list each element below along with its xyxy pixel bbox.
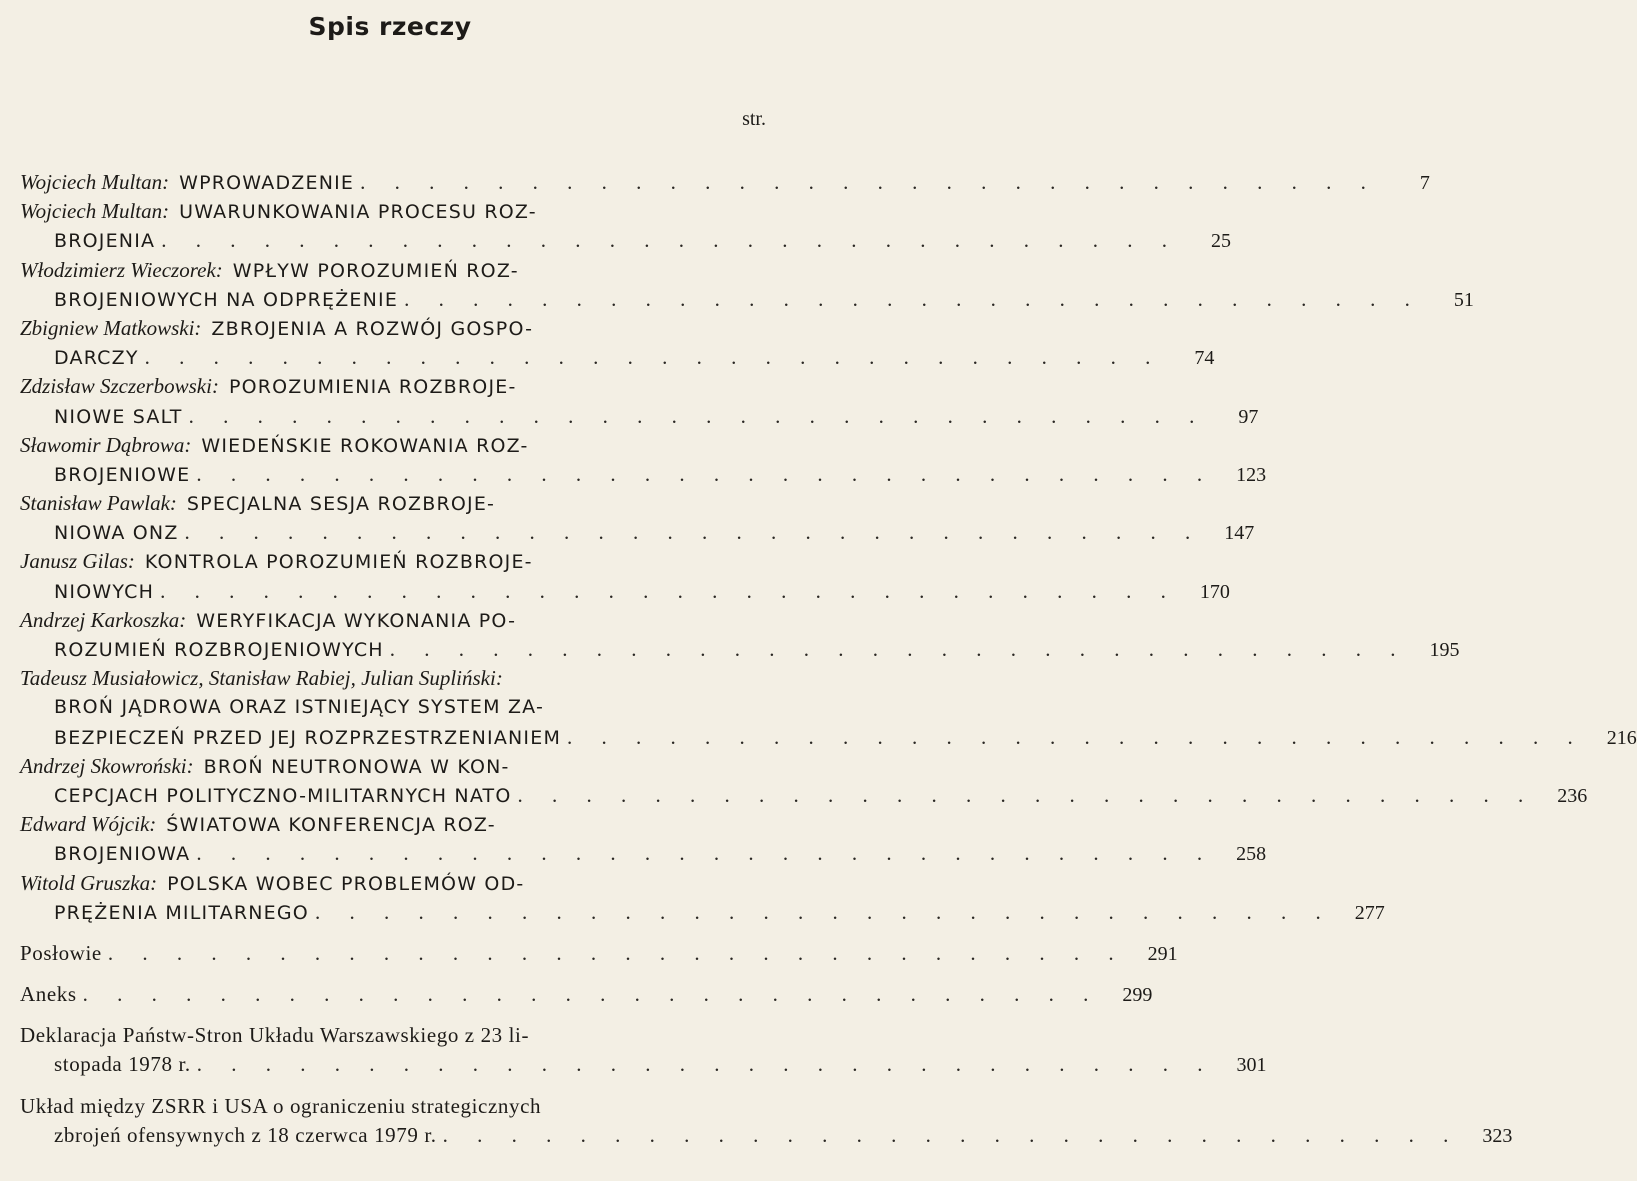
toc-line: [20, 547, 766, 576]
toc-line: [20, 402, 1259, 431]
entry-author: Andrzej Skowroński:: [20, 753, 194, 778]
chapter-entry: [20, 869, 1385, 927]
spacer: [20, 927, 766, 939]
page-number: 216: [1606, 726, 1637, 749]
toc-line: [20, 431, 766, 460]
entry-title: BROŃ JĄDROWA ORAZ ISTNIEJĄCY SYSTEM ZA-: [54, 696, 545, 719]
toc-line: [20, 781, 1588, 810]
toc-line: [20, 606, 766, 635]
toc-line: [20, 372, 766, 401]
toc-line: [20, 898, 1385, 927]
spacer: [20, 1080, 766, 1092]
entry-title: NIOWE SALT: [54, 405, 183, 428]
toc-line: [20, 810, 766, 839]
chapter-entry: [20, 547, 1230, 605]
leader-dots: . . . . . . . . . . . . . . . . . . . . . . . . . . . . . .: [188, 403, 1207, 428]
entry-title: KONTROLA POROZUMIEŃ ROZBROJE-: [144, 551, 533, 574]
toc-line: [20, 1121, 1513, 1150]
leader-dots: . . . . . . . . . . . . . . . . . . . . . . . . . . . . . .: [389, 637, 1408, 661]
entry-title: BROJENIOWA: [54, 843, 191, 866]
entry-author: Wojciech Multan:: [20, 170, 170, 194]
page-number: 147: [1224, 522, 1255, 545]
entry-title: NIOWA ONZ: [54, 522, 179, 545]
page-number: 291: [1147, 942, 1178, 965]
entry-title: BROJENIOWE: [54, 463, 191, 486]
entry-title: BEZPIECZEŃ PRZED JEJ ROZPRZESTRZENIANIEM: [54, 726, 562, 749]
entry-author: Sławomir Dąbrowa:: [20, 432, 192, 457]
entry-author: Wojciech Multan:: [20, 199, 170, 224]
table-of-contents: [20, 168, 1637, 1162]
entry-title: Posłowie: [20, 940, 102, 965]
entry-author: Janusz Gilas:: [20, 549, 135, 574]
entry-title: Deklaracja Państw-Stron Układu Warszawskiego z 23 li-: [20, 1023, 530, 1048]
toc-line: [20, 489, 766, 518]
toc-line: [20, 1021, 766, 1050]
page-title: Spis rzeczy: [308, 12, 472, 41]
leader-dots: . . . . . . . . . . . . . . . . . . . . . . . . . . . . . .: [196, 461, 1215, 486]
page-number: 170: [1199, 580, 1230, 603]
page-number: 7: [1419, 172, 1430, 194]
entry-author: Stanisław Pawlak:: [20, 491, 177, 516]
toc-line: [20, 1050, 1267, 1079]
appendix-entry: [20, 939, 1178, 968]
toc-line: [20, 869, 766, 898]
entry-author: Zdzisław Szczerbowski:: [20, 374, 219, 399]
entry-title: WPŁYW POROZUMIEŃ ROZ-: [232, 259, 519, 282]
entry-title: zbrojeń ofensywnych z 18 czerwca 1979 r.: [54, 1122, 437, 1147]
toc-line: [20, 197, 766, 226]
page-number: 277: [1354, 901, 1385, 924]
entry-title: PRĘŻENIA MILITARNEGO: [54, 901, 309, 924]
toc-line: [20, 664, 766, 693]
entry-author: Edward Wójcik:: [20, 812, 157, 837]
chapter-entry: [20, 256, 1474, 314]
entry-author: Andrzej Karkoszka:: [20, 607, 187, 632]
chapter-entry: [20, 314, 1215, 372]
spacer: [20, 1009, 766, 1021]
chapter-entry: [20, 372, 1259, 430]
chapter-entry: [20, 489, 1255, 547]
toc-line: [20, 635, 1460, 664]
leader-dots: . . . . . . . . . . . . . . . . . . . . . . . . . . . . . .: [160, 578, 1178, 603]
toc-line: [20, 939, 1178, 968]
chapter-entry: [20, 197, 1231, 255]
chapter-entry: [20, 664, 1637, 752]
toc-line: [20, 460, 1267, 489]
page-number: 258: [1236, 843, 1267, 866]
leader-dots: . . . . . . . . . . . . . . . . . . . . . . . . . . . . . .: [107, 940, 1126, 965]
entry-title: NIOWYCH: [54, 580, 155, 603]
toc-line: [20, 226, 1231, 255]
appendix-entry: [20, 980, 1153, 1009]
page-number: 51: [1453, 288, 1474, 311]
entry-author: Zbigniew Matkowski:: [20, 315, 202, 340]
chapter-entry: [20, 752, 1588, 810]
page-number: 74: [1194, 347, 1215, 370]
entry-title: BROJENIA: [54, 230, 156, 253]
leader-dots: . . . . . . . . . . . . . . . . . . . . . . . . . . . . . .: [196, 841, 1215, 866]
page-number: 25: [1210, 230, 1231, 253]
leader-dots: . . . . . . . . . . . . . . . . . . . . . . . . . . . . . .: [567, 724, 1585, 749]
page-column-label: str.: [742, 108, 766, 130]
toc-line: [20, 256, 766, 285]
toc-line: [20, 980, 1153, 1009]
entry-title: stopada 1978 r.: [54, 1052, 191, 1077]
page-number: 301: [1236, 1054, 1267, 1077]
toc-line: [20, 518, 1255, 547]
chapter-entry: [20, 606, 1460, 664]
entry-title: CEPCJACH POLITYCZNO-MILITARNYCH NATO: [54, 784, 512, 807]
entry-title: WPROWADZENIE: [179, 172, 355, 194]
page-number: 299: [1122, 984, 1153, 1007]
entry-title: BROŃ NEUTRONOWA W KON-: [203, 755, 510, 778]
toc-line: [20, 168, 1430, 197]
spacer: [20, 968, 766, 980]
leader-dots: . . . . . . . . . . . . . . . . . . . . . . . . . . . . . .: [184, 520, 1203, 545]
leader-dots: . . . . . . . . . . . . . . . . . . . . . . . . . . . . . .: [360, 170, 1378, 194]
appendix-entry: [20, 1021, 1267, 1079]
spacer: [20, 1150, 766, 1162]
entry-author: Witold Gruszka:: [20, 870, 158, 895]
entry-title: ZBROJENIA A ROZWÓJ GOSPO-: [211, 317, 534, 340]
toc-line: [20, 1092, 766, 1121]
leader-dots: . . . . . . . . . . . . . . . . . . . . . . . . . . . . . .: [82, 982, 1101, 1007]
leader-dots: . . . . . . . . . . . . . . . . . . . . . . . . . . . . . .: [144, 345, 1163, 370]
entry-title: UWARUNKOWANIA PROCESU ROZ-: [179, 201, 537, 224]
page-number: 195: [1429, 639, 1460, 661]
toc-line: [20, 577, 1230, 606]
leader-dots: . . . . . . . . . . . . . . . . . . . . . . . . . . . . . .: [161, 228, 1179, 253]
page-number: 123: [1236, 463, 1267, 486]
leader-dots: . . . . . . . . . . . . . . . . . . . . . . . . . . . . . .: [314, 899, 1333, 924]
entry-title: ROZUMIEŃ ROZBROJENIOWYCH: [54, 639, 384, 661]
leader-dots: . . . . . . . . . . . . . . . . . . . . . . . . . . . . . .: [517, 782, 1536, 807]
entry-title: WIEDEŃSKIE ROKOWANIA ROZ-: [201, 434, 529, 457]
entry-title: DARCZY: [54, 347, 139, 370]
entry-author: Włodzimierz Wieczorek:: [20, 257, 223, 282]
entry-title: ŚWIATOWA KONFERENCJA ROZ-: [166, 814, 496, 837]
entry-title: BROJENIOWYCH NA ODPRĘŻENIE: [54, 288, 399, 311]
toc-line: [20, 314, 766, 343]
page-number: 236: [1557, 784, 1588, 807]
toc-line: [20, 285, 1474, 314]
entry-title: Aneks: [20, 982, 77, 1007]
toc-line: [20, 343, 1215, 372]
entry-title: SPECJALNA SESJA ROZBROJE-: [186, 493, 496, 516]
toc-line: [20, 752, 766, 781]
page-number: 323: [1482, 1124, 1513, 1147]
chapter-entry: [20, 168, 1430, 197]
chapter-entry: [20, 810, 1267, 868]
leader-dots: . . . . . . . . . . . . . . . . . . . . . . . . . . . . . .: [404, 286, 1422, 311]
appendix-entry: [20, 1092, 1513, 1150]
toc-line: [20, 693, 766, 722]
entry-title: WERYFIKACJA WYKONANIA PO-: [196, 609, 517, 632]
entry-title: POLSKA WOBEC PROBLEMÓW OD-: [167, 872, 525, 895]
entry-author: Tadeusz Musiałowicz, Stanisław Rabiej, Julian Supliński:: [20, 666, 503, 691]
toc-line: [20, 839, 1267, 868]
leader-dots: . . . . . . . . . . . . . . . . . . . . . . . . . . . . . .: [196, 1052, 1215, 1077]
entry-title: POROZUMIENIA ROZBROJE-: [228, 376, 517, 399]
entry-title: Układ między ZSRR i USA o ograniczeniu strategicznych: [20, 1093, 542, 1118]
page-number: 97: [1238, 405, 1259, 428]
leader-dots: . . . . . . . . . . . . . . . . . . . . . . . . . . . . . .: [442, 1122, 1461, 1147]
chapter-entry: [20, 431, 1267, 489]
toc-line: [20, 723, 1637, 752]
